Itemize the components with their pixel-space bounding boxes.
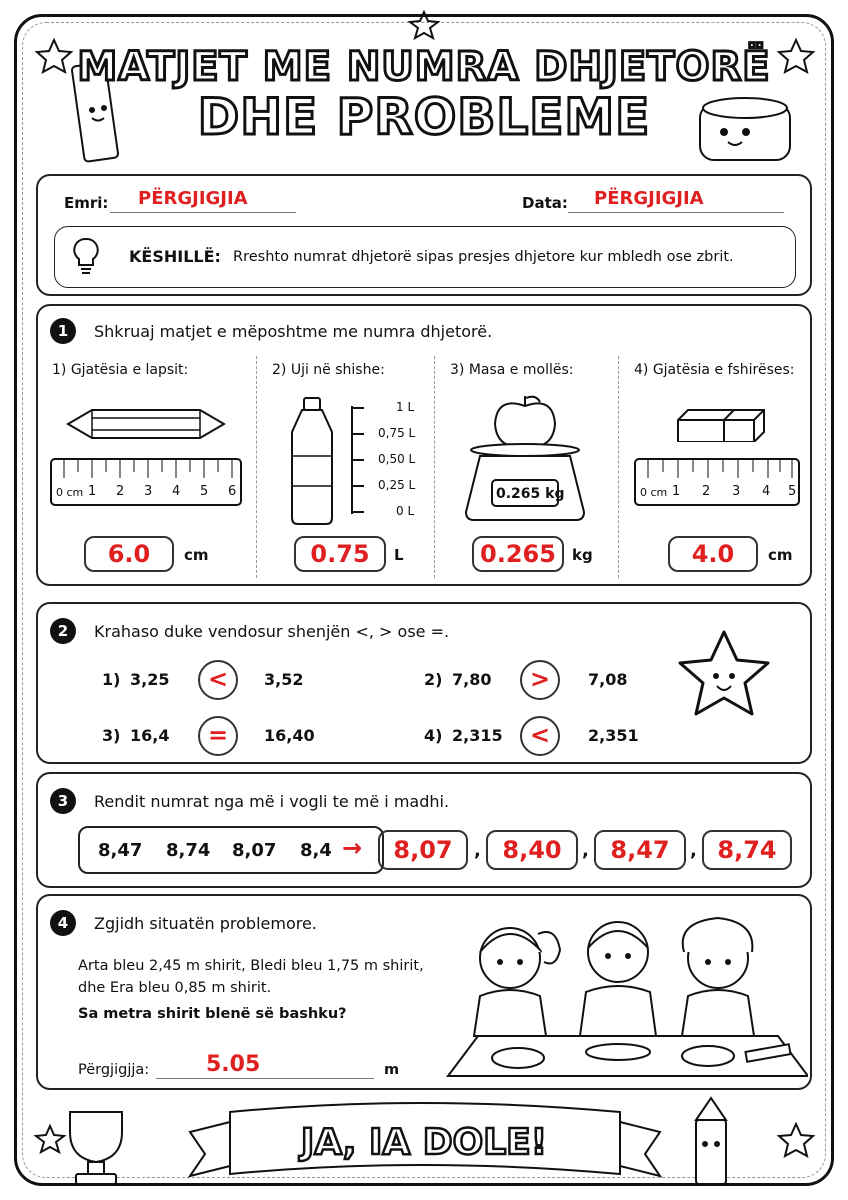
ruler-tick: 5 (200, 484, 209, 499)
tip-text: Rreshto numrat dhjetorë sipas presjes dhjetore kur mbledh ose zbrit. (233, 249, 734, 265)
date-value: PËRGJIGJIA (594, 188, 704, 209)
name-value: PËRGJIGJIA (138, 188, 248, 209)
ruler-tick: 3 (732, 484, 741, 499)
unit-label: m (384, 1062, 400, 1078)
scale-label: 0,75 L (378, 426, 416, 440)
separator: , (582, 840, 589, 861)
star-icon (410, 12, 438, 38)
separator: , (474, 840, 481, 861)
item-label: 1) Gjatësia e lapsit: (52, 362, 189, 378)
answer-box[interactable]: 4.0 (668, 536, 758, 572)
section-instruction: Krahaso duke vendosur shenjën <, > ose =. (94, 622, 450, 641)
given-number: 8,4 (300, 840, 332, 861)
compare-left: 3,25 (130, 670, 170, 689)
compare-sign[interactable]: = (198, 716, 238, 756)
ruler-tick: 1 (672, 484, 681, 499)
answer-box[interactable]: 6.0 (84, 536, 174, 572)
section-instruction: Shkruaj matjet e mëposhtme me numra dhjetorë. (94, 322, 493, 341)
scale-label: 1 L (396, 400, 415, 414)
section-number: 4 (50, 910, 76, 936)
compare-sign[interactable]: > (520, 660, 560, 700)
given-numbers-box (78, 826, 384, 874)
children-illustration (428, 908, 808, 1080)
section-instruction: Rendit numrat nga më i vogli te më i madhi. (94, 792, 450, 811)
eraser-icon (676, 406, 766, 442)
unit-label: kg (572, 546, 593, 564)
section-3 (36, 772, 812, 888)
compare-right: 7,08 (588, 670, 628, 689)
ruler-tick: 3 (144, 484, 153, 499)
ruler-tick: 1 (88, 484, 97, 499)
unit-label: L (394, 546, 404, 564)
ruler-tick: 2 (116, 484, 125, 499)
tip-label: KËSHILLË: (129, 247, 221, 266)
star-mascot-icon (674, 628, 774, 724)
given-number: 8,47 (98, 840, 143, 861)
item-index: 4) (424, 726, 443, 745)
order-answer[interactable]: 8,07 (378, 830, 468, 870)
column-divider (618, 356, 619, 578)
item-index: 2) (424, 670, 443, 689)
section-number: 3 (50, 788, 76, 814)
compare-right: 2,351 (588, 726, 639, 745)
section-4 (36, 894, 812, 1090)
pencil-icon (66, 404, 226, 444)
ruler-tick: 4 (762, 484, 771, 499)
measure-scale (348, 404, 368, 518)
compare-right: 3,52 (264, 670, 304, 689)
lightbulb-icon (71, 237, 101, 277)
order-answer[interactable]: 8,40 (486, 830, 578, 870)
section-number: 1 (50, 318, 76, 344)
problem-text: Arta bleu 2,45 m shirit, Bledi bleu 1,75 m shirit, (78, 958, 424, 974)
info-box (36, 174, 812, 296)
compare-sign[interactable]: < (198, 660, 238, 700)
apple-scale-icon (462, 390, 588, 524)
answer-box[interactable]: 0.265 (472, 536, 564, 572)
ruler-tick: 0 cm (56, 486, 84, 499)
column-divider (434, 356, 435, 578)
page-title: MATJET ME NUMRA DHJETORË (77, 44, 771, 90)
ruler-tick: 0 cm (640, 486, 668, 499)
order-answer[interactable]: 8,74 (702, 830, 792, 870)
column-divider (256, 356, 257, 578)
separator: , (690, 840, 697, 861)
name-field[interactable] (110, 212, 296, 213)
item-label: 3) Masa e mollës: (450, 362, 574, 378)
tip-box (54, 226, 796, 288)
problem-text: dhe Era bleu 0,85 m shirit. (78, 980, 272, 996)
problem-question: Sa metra shirit blenë së bashku? (78, 1006, 347, 1022)
order-answer[interactable]: 8,47 (594, 830, 686, 870)
section-number: 2 (50, 618, 76, 644)
compare-sign[interactable]: < (520, 716, 560, 756)
section-1 (36, 304, 812, 586)
answer-field[interactable] (156, 1078, 374, 1079)
item-label: 2) Uji në shishe: (272, 362, 385, 378)
scale-label: 0 L (396, 504, 415, 518)
scale-label: 0,25 L (378, 478, 416, 492)
section-2 (36, 602, 812, 764)
answer-label: Përgjigjja: (78, 1062, 150, 1078)
page-subtitle: DHE PROBLEME (197, 88, 651, 146)
item-index: 1) (102, 670, 121, 689)
answer-box[interactable]: 0.75 (294, 536, 386, 572)
compare-left: 2,315 (452, 726, 503, 745)
given-number: 8,07 (232, 840, 277, 861)
answer-value: 5.05 (206, 1052, 261, 1077)
water-bottle-icon (282, 396, 342, 526)
name-label: Emri: (64, 194, 109, 212)
unit-label: cm (768, 546, 793, 564)
compare-left: 16,4 (130, 726, 170, 745)
item-index: 3) (102, 726, 121, 745)
ruler-tick: 4 (172, 484, 181, 499)
arrow-icon: → (342, 834, 363, 862)
footer-banner-text: JA, IA DOLE! (300, 1122, 548, 1163)
section-instruction: Zgjidh situatën problemore. (94, 914, 317, 933)
date-label: Data: (522, 194, 568, 212)
scale-display: 0.265 kg (496, 486, 565, 502)
unit-label: cm (184, 546, 209, 564)
item-label: 4) Gjatësia e fshirëses: (634, 362, 795, 378)
ruler-tick: 5 (788, 484, 797, 499)
given-number: 8,74 (166, 840, 211, 861)
date-field[interactable] (568, 212, 784, 213)
scale-label: 0,50 L (378, 452, 416, 466)
ruler-tick: 6 (228, 484, 237, 499)
ruler-tick: 2 (702, 484, 711, 499)
compare-left: 7,80 (452, 670, 492, 689)
compare-right: 16,40 (264, 726, 315, 745)
